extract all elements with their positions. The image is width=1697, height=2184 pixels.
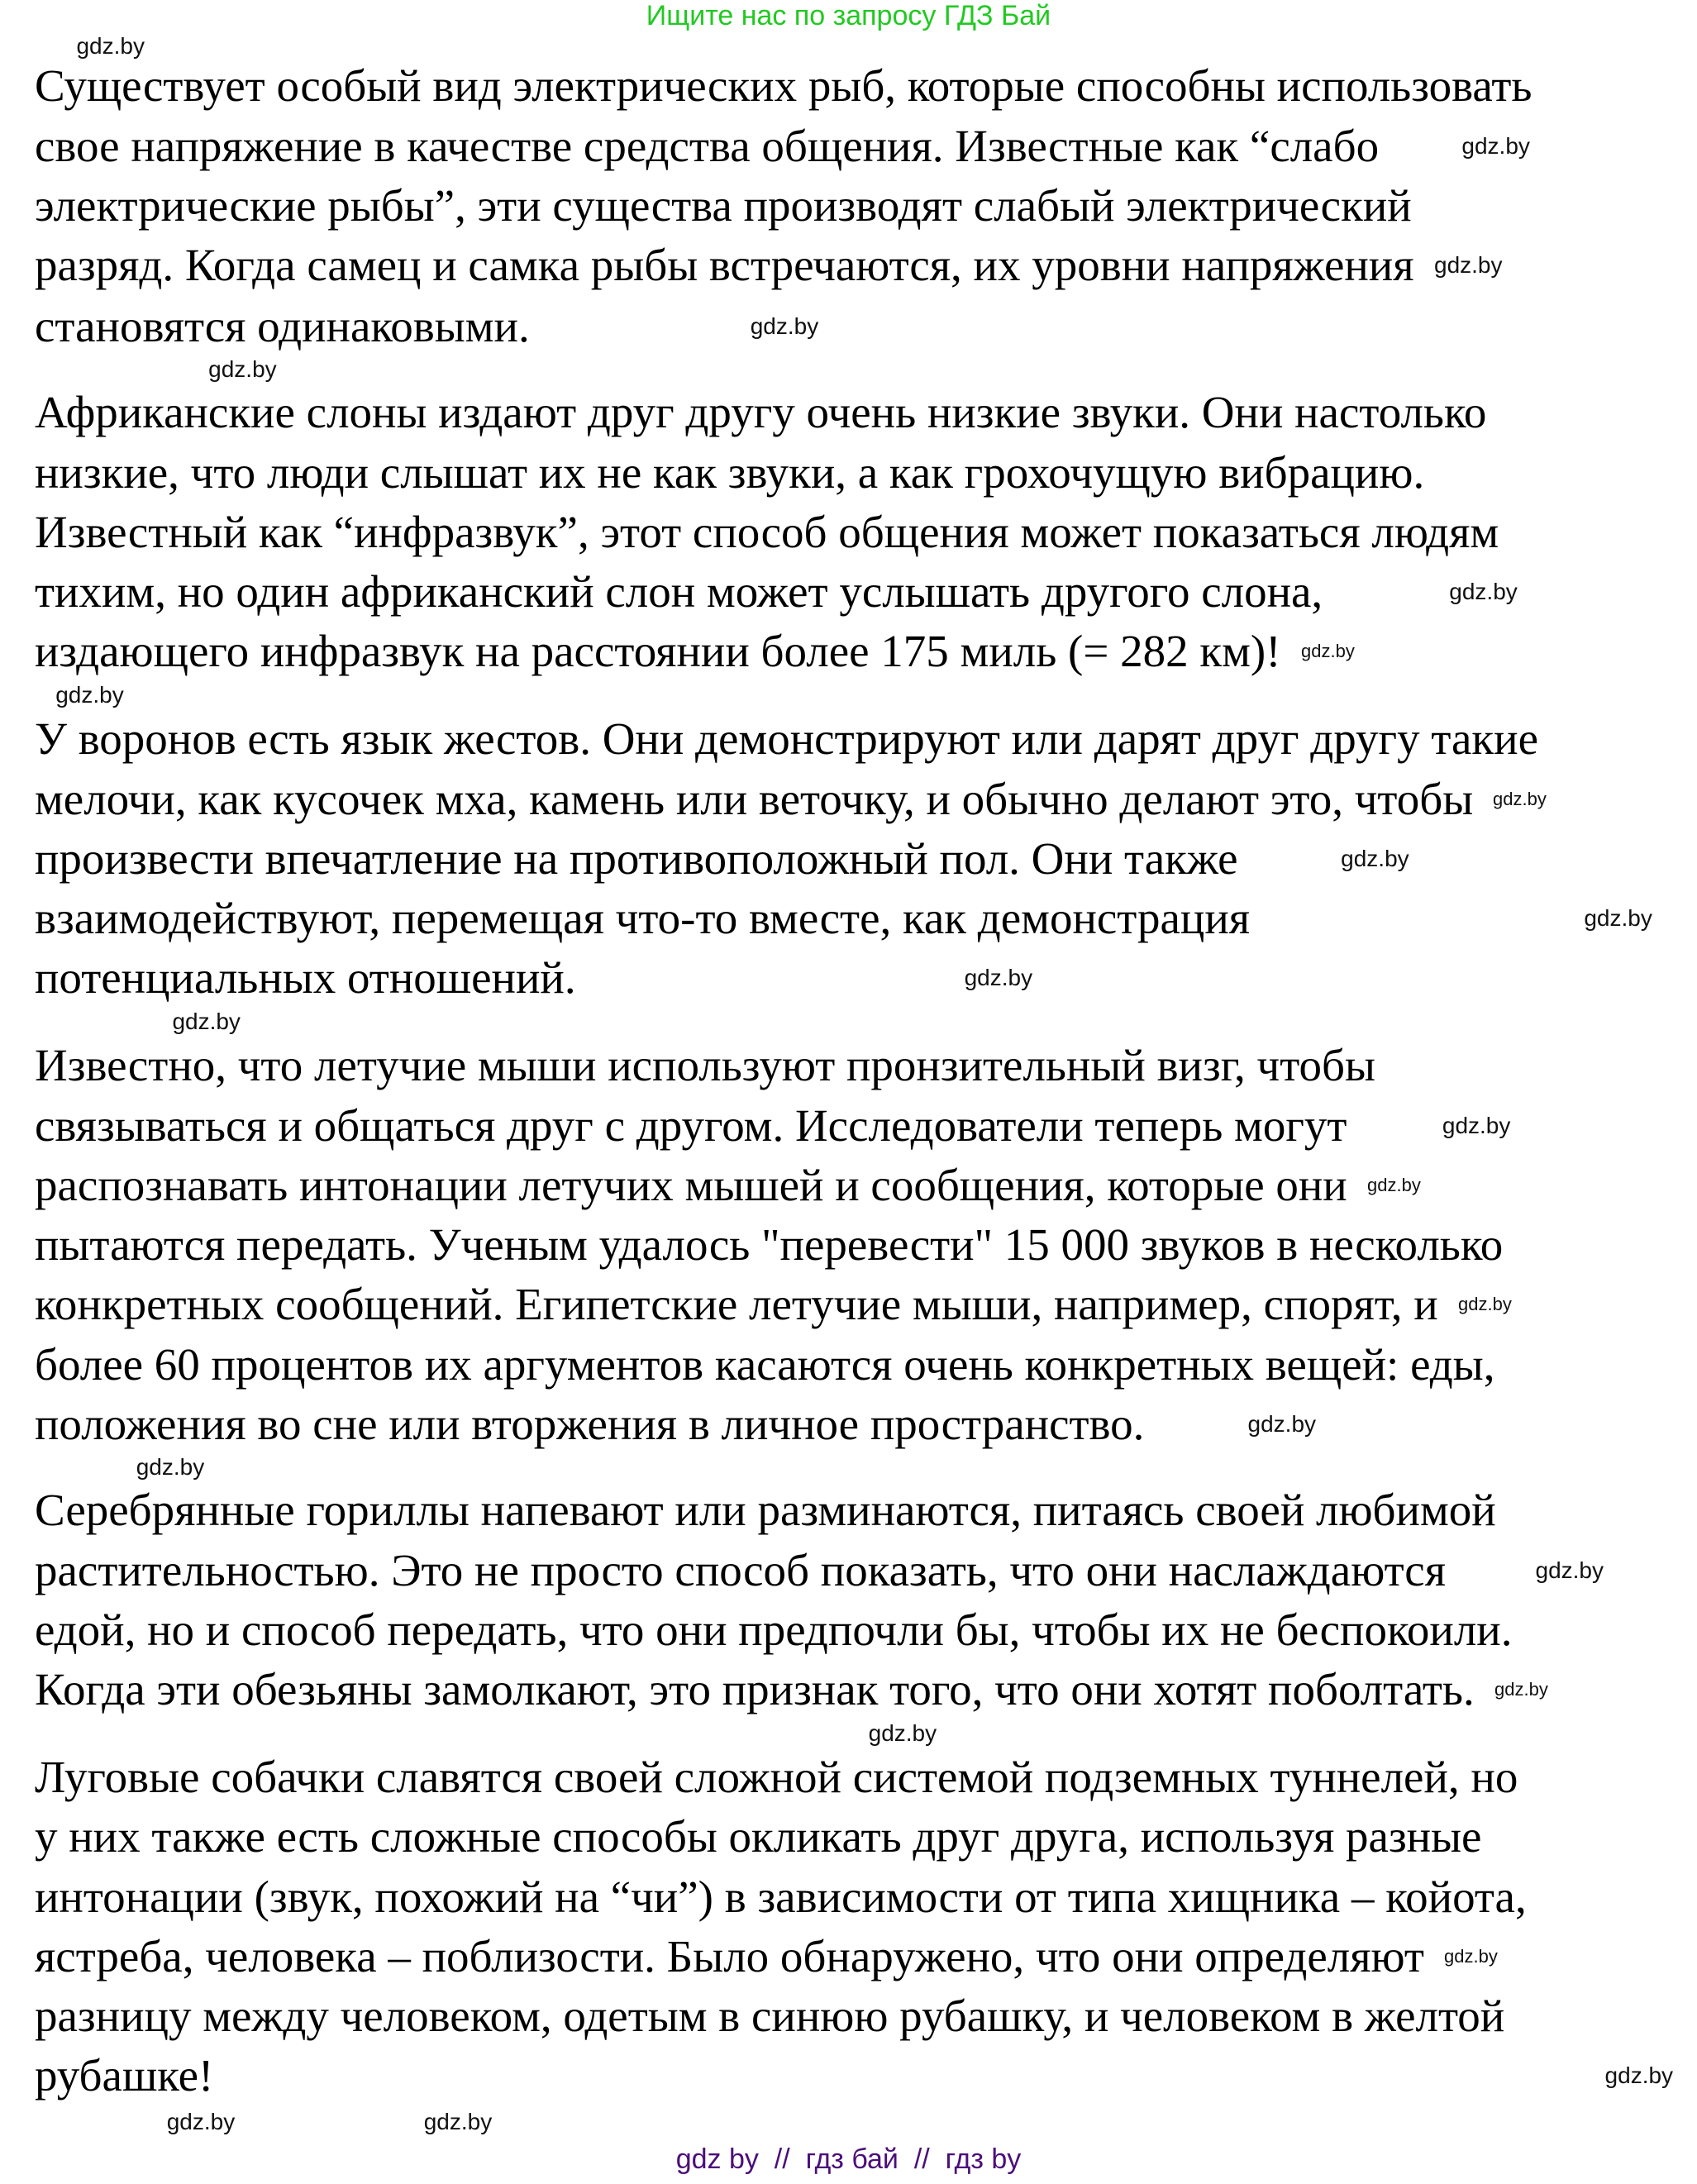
text-line: интонации (звук, похожий на “чи”) в зависимости от типа хищника – койота, [35,1871,1527,1922]
text-line: мелочи, как кусочек мха, камень или веточку, и обычно делают это, чтобы [35,773,1474,824]
watermark: gdz.by [1444,1945,1498,1967]
text-line: конкретных сообщений. Египетские летучие мыши, например, спорят, и [35,1279,1438,1330]
text-line: Когда эти обезьяны замолкают, это признак того, что они хотят поболтать. [35,1664,1475,1715]
watermark: gdz.by [1449,579,1518,605]
watermark: gdz.by [1535,1557,1604,1583]
text-line: едой, но и способ передать, что они предпочли бы, чтобы их не беспокоили. [35,1604,1513,1655]
watermark: gdz.by [136,1454,205,1481]
text-line: связываться и общаться друг с другом. Исследователи теперь могут [35,1099,1347,1151]
text-line: Известный как “инфразвук”, этот способ общения может показаться людям [35,506,1499,557]
site-footer: gdz by // гдз бай // гдз by [675,2143,1022,2175]
text-line: становятся одинаковыми. [35,301,530,352]
text-line: рубашке! [35,2050,214,2101]
text-line: тихим, но один африканский слон может услышать другого слона, [35,566,1323,618]
text-line: низкие, что люди слышат их не как звуки, а как грохочущую вибрацию. [35,446,1425,498]
watermark: gdz.by [1494,1679,1548,1700]
text-line: ястреба, человека – поблизости. Было обнаружено, что они определяют [35,1930,1424,1981]
text-line: у них также есть сложные способы окликать друг друга, используя разные [35,1811,1482,1862]
watermark: gdz.by [172,1009,241,1035]
watermark: gdz.by [55,682,124,708]
watermark: gdz.by [76,32,145,59]
watermark: gdz.by [1434,252,1503,279]
text-line: более 60 процентов их аргументов касаются очень конкретных вещей: еды, [35,1338,1495,1390]
watermark: gdz.by [208,356,277,383]
text-line: взаимодействуют, перемещая что-то вместе, как демонстрация [35,893,1251,944]
watermark: gdz.by [423,2109,493,2135]
watermark: gdz.by [1301,641,1355,662]
text-line: электрические рыбы”, эти существа производят слабый электрический [35,179,1412,231]
watermark: gdz.by [964,965,1033,991]
text-line: Луговые собачки славятся своей сложной системой подземных туннелей, но [35,1751,1518,1802]
text-line: растительностью. Это не просто способ показать, что они наслаждаются [35,1544,1446,1595]
watermark: gdz.by [166,2109,236,2135]
text-line: потенциальных отношений. [35,952,576,1004]
text-line: Существует особый вид электрических рыб, которые способны использовать [35,60,1533,112]
text-line: произвести впечатление на противоположный пол. Они также [35,832,1238,884]
watermark: gdz.by [750,313,819,340]
text-line: свое напряжение в качестве средства общения. Известные как “слабо [35,120,1380,171]
watermark: gdz.by [1458,1294,1512,1315]
text-line: положения во сне или вторжения в личное пространство. [35,1399,1145,1450]
watermark: gdz.by [1461,132,1530,159]
text-line: У воронов есть язык жестов. Они демонстрируют или дарят друг другу такие [35,713,1539,765]
watermark: gdz.by [1604,2062,1674,2089]
text-line: разницу между человеком, одетым в синюю рубашку, и человеком в желтой [35,1991,1505,2042]
text-line: Африканские слоны издают друг другу очень низкие звуки. Они настолько [35,387,1487,438]
text-line: издающего инфразвук на расстоянии более 175 миль (= 282 км)! [35,626,1281,677]
text-line: разряд. Когда самец и самка рыбы встречаются, их уровни напряжения [35,240,1414,291]
watermark: gdz.by [1584,905,1652,932]
watermark: gdz.by [1341,845,1409,871]
watermark: gdz.by [1442,1112,1511,1138]
watermark: gdz.by [1367,1174,1421,1195]
search-hint-header: Ищите нас по запросу ГДЗ Бай [646,0,1051,31]
text-line: распознавать интонации летучих мышей и сообщения, которые они [35,1159,1347,1210]
watermark: gdz.by [1247,1411,1317,1438]
text-line: пытаются передать. Ученым удалось "перевести" 15 000 звуков в несколько [35,1219,1504,1271]
text-line: Серебрянные гориллы напевают или разминаются, питаясь своей любимой [35,1485,1496,1536]
text-line: Известно, что летучие мыши используют пронзительный визг, чтобы [35,1040,1375,1091]
watermark: gdz.by [868,1720,937,1747]
watermark: gdz.by [1493,788,1547,809]
